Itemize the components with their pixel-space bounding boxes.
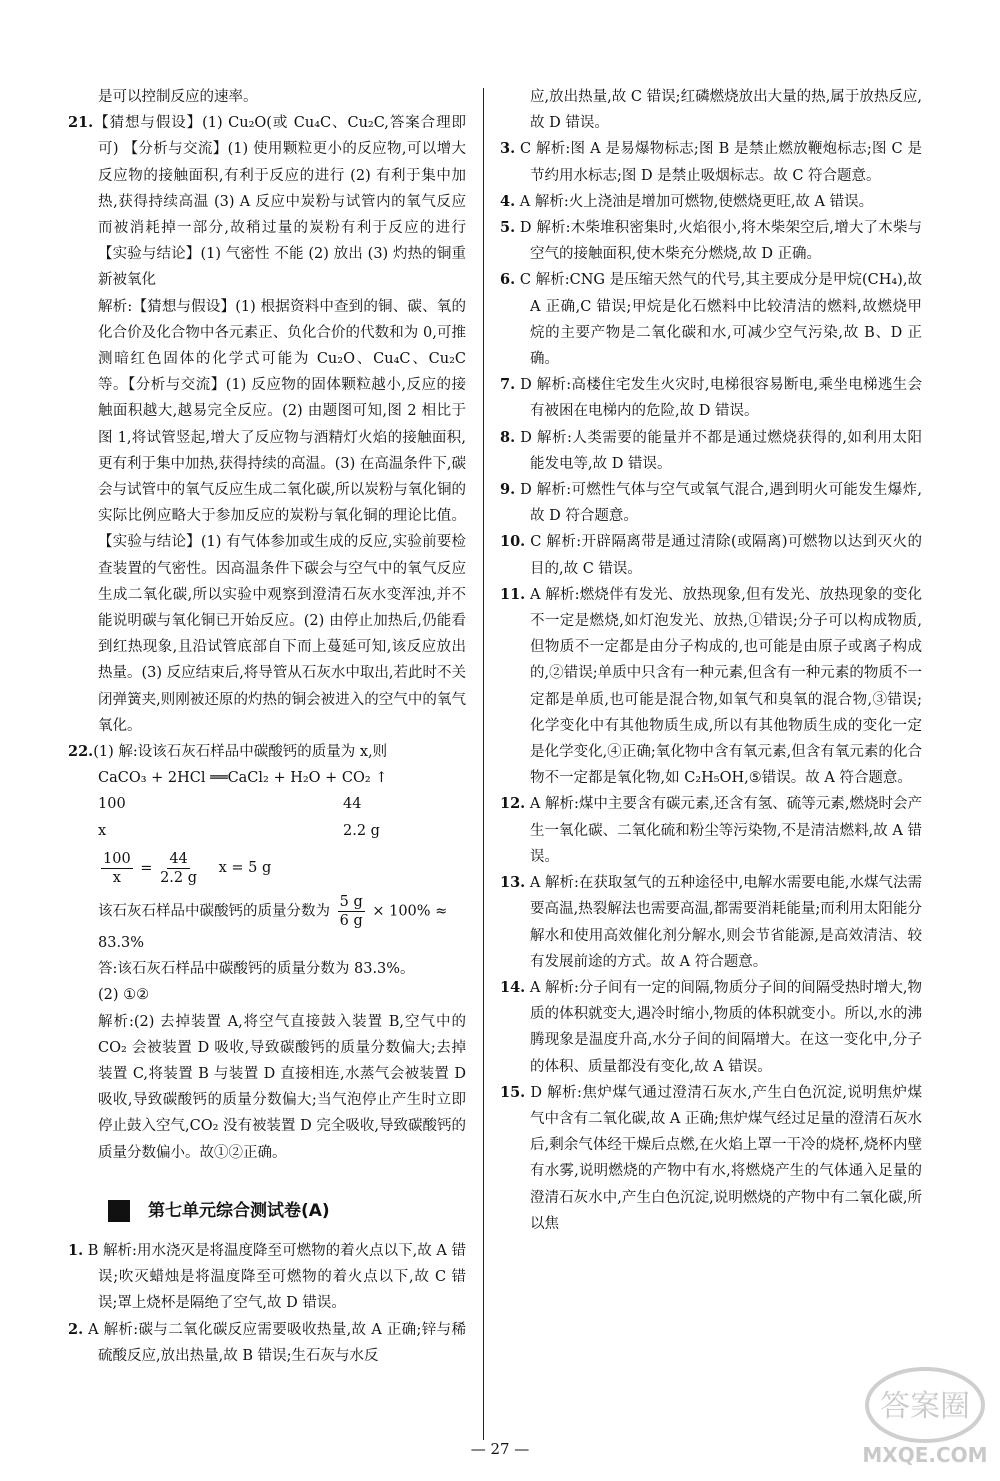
answer-item [500, 267, 922, 372]
answer-item [500, 870, 922, 975]
fraction-2 [160, 850, 197, 887]
fraction-numerator: 44 [169, 850, 188, 867]
analysis-21: 解析:【猜想与假设】(1) 根据资料中查到的铜、碳、氧的化合价及化合物中各元素正、负化合价的代数和为 0,可推测暗红色固体的化学式可能为 Cu₂O、Cu₄C、Cu₂C 等。【分析与交流】(1) 反应物的固体颗粒越小,反应的接触面积越大,越易完全反应。(2) 由题图可知,图 2 相比于图 1,将试管竖起,增大了反应物与酒精灯火焰的接触面积,更有利于集中加热,获得持续的高温。(3) 在高温条件下,碳会与试管中的氧气反应生成二氧化碳,所以炭粉与氧化铜的实际比例应略大于参加反应的炭粉与氧化铜的理论比值。【实验与结论】(1) 有气体参加或生成的反应,实验前要检查装置的气密性。因高温条件下碳会与空气中的氧气反应生成二氧化碳,所以实验中观察到澄清石灰水变浑浊,并不能说明碳与氧化铜已开始反应。(2) 由停止加热后,仍能看到红热现象,且沿试管底部自下而上蔓延可知,该反应放出热量。(3) 反应结束后,将导管从石灰水中取出,若此时不关闭弹簧夹,则刚被还原的灼热的铜会被进入的空气中的氧气氧化。 [98, 298, 466, 734]
answer-number: 7. [500, 376, 516, 394]
answer-text: D 解析:焦炉煤气通过澄清石灰水,产生白色沉淀,说明焦炉煤气中含有二氧化碳,故 A 正确;焦炉煤气经过足量的澄清石灰水后,剩余气体经干燥后点燃,在火焰上罩一干冷的烧杯,烧杯内壁有水雾,说明燃烧的产物中有水,将燃烧产生的气体通入足量的澄清石灰水中,产生白色沉淀,说明燃烧的产物中有二氧化碳,所以焦 [530, 1084, 922, 1232]
answer-number: 1. [68, 1241, 84, 1259]
answer-number: 10. [500, 533, 526, 551]
answer-item [500, 477, 922, 529]
answer-number: 15. [500, 1083, 526, 1101]
answer-text: D 解析:人类需要的能量并不都是通过燃烧获得的,如利用太阳能发电等,故 D 错误。 [520, 429, 923, 472]
equals-sign: = [140, 860, 153, 877]
fraction-3 [338, 893, 365, 930]
answer-number: 2. [68, 1320, 84, 1338]
part-2-answer: (2) ①② [98, 987, 150, 1004]
answer-text: A 解析:火上浇油是增加可燃物,使燃烧更旺,故 A 错误。 [519, 193, 874, 210]
answer-text: A 解析:燃烧伴有发光、放热现象,但有发光、放热现象的变化不一定是燃烧,如灯泡发光、放热,①错误;分子可以构成物质,但物质不一定都是由分子构成的,也可能是由原子或离子构成的,②错误;单质中只含有一种元素,但含有一种元素的物质不一定都是单质,也可能是混合物,如氧气和臭氧的混合物,③错误;化学变化中有其他物质生成,所以有其他物质生成的变化一定是化学变化,④正确;氧化物中含有氧元素,但含有氧元素的化合物不一定都是氧化物,如 C₂H₅OH,⑤错误。故 A 符合题意。 [530, 586, 923, 787]
answer-number: 14. [500, 978, 526, 996]
fraction-denominator: x [112, 869, 121, 886]
answer-item [500, 189, 922, 215]
answer-number: 3. [500, 140, 516, 158]
answer-text: 【猜想与假设】(1) Cu₂O(或 Cu₄C、Cu₂C,答案合理即可) 【分析与交流】(1) 使用颗粒更小的反应物,可以增大反应物的接触面积,有利于反应的进行 (2) 有利于集中加热,获得持续高温 (3) A 反应中炭粉与试管内的氧气反应而被消耗掉一部分,故稍过量的炭粉有利于反应的进行 【实验与结论】(1) 气密性 不能 (2) 放出 (3) 灼热的铜重新被氧化 [93, 115, 466, 289]
answer-item [500, 215, 922, 267]
proportion-line [68, 850, 466, 887]
percent-line [68, 893, 466, 930]
answer-number: 5. [500, 219, 516, 237]
co2-value: 2.2 g [343, 822, 380, 839]
mass-caco3: 100 [98, 796, 126, 813]
answer-text: C 解析:CNG 是压缩天然气的代号,其主要成分是甲烷(CH₄),故 A 正确,C 错误;甲烷是化石燃料中比较清洁的燃料,故燃烧甲烷的主要产物是二氧化碳和水,可减少空气污染,故 B、D 正确。 [519, 272, 923, 368]
percent-text: 该石灰石样品中碳酸钙的质量分数为 [98, 903, 330, 920]
continuation-line: 是可以控制反应的速率。 [98, 89, 258, 105]
answer-text: D 解析:高楼住宅发生火灾时,电梯很容易断电,乘坐电梯逃生会有被困在电梯内的危险,故 D 错误。 [520, 377, 922, 420]
fraction-1 [101, 850, 133, 887]
equation-row-1 [68, 791, 466, 817]
answer-number: 4. [500, 192, 516, 210]
answer-text: A 解析:在获取氢气的五种途径中,电解水需要电能,水煤气法需要高温,热裂解法也需要高温,都需要消耗能量;而利用太阳能分解水和使用高效催化剂分解水,则会节省能源,是高效清洁、较有发展前途的方式。故 A 符合题意。 [529, 875, 923, 970]
watermark-logo [860, 1360, 990, 1470]
answer-22 [68, 739, 466, 765]
answer-2 [68, 1317, 466, 1369]
answer-1 [68, 1238, 466, 1317]
answer-item [500, 136, 922, 188]
answer-statement: 答:该石灰石样品中碳酸钙的质量分数为 83.3%。 [98, 961, 415, 978]
answer-item [500, 975, 922, 1080]
answer-number: 8. [500, 428, 516, 446]
left-column [68, 84, 466, 1369]
answer-text: A 解析:分子间有一定的间隔,物质分子间的间隔受热时增大,物质的体积就变大,遇冷时缩小,物质的体积就变小。所以,水的沸腾现象是温度升高,水分子间的间隔增大。在这一变化中,分子的体积、质量都没有变化,故 A 错误。 [529, 979, 923, 1075]
fraction-numerator: 5 g [339, 893, 363, 910]
percent-value: 83.3% [98, 934, 145, 951]
unknown-x: x [98, 822, 107, 839]
answer-number: 11. [500, 585, 526, 603]
continuation-text: 应,放出热量,故 C 错误;红磷燃烧放出大量的热,属于放热反应,故 D 错误。 [530, 89, 922, 132]
mass-co2: 44 [343, 796, 362, 813]
equation-row-2 [68, 818, 466, 844]
answer-item [500, 425, 922, 477]
black-square-icon [108, 1200, 130, 1222]
answer-item [500, 529, 922, 581]
column-divider [483, 88, 484, 1440]
answer-number: 6. [500, 271, 516, 289]
section-heading [108, 1198, 466, 1224]
answer-21 [68, 110, 466, 293]
answer-text: A 解析:煤中主要含有碳元素,还含有氢、硫等元素,燃烧时会产生一氧化碳、二氧化硫和粉尘等污染物,不是清洁燃料,故 A 错误。 [529, 796, 923, 865]
right-column [500, 84, 922, 1237]
answer-item [500, 372, 922, 424]
fraction-denominator: 6 g [339, 912, 363, 929]
answer-item [500, 1080, 922, 1237]
answer-list [500, 136, 922, 1237]
answer-text: C 解析:图 A 是易爆物标志;图 B 是禁止燃放鞭炮标志;图 C 是节约用水标志;图 D 是禁止吸烟标志。故 C 符合题意。 [520, 141, 923, 184]
answer-intro: (1) 解:设该石灰石样品中碳酸钙的质量为 x,则 [93, 744, 388, 761]
answer-text: A 解析:碳与二氧化碳反应需要吸收热量,故 A 正确;锌与稀硫酸反应,放出热量,故 B 错误;生石灰与水反 [88, 1321, 467, 1364]
section-title: 第七单元综合测试卷(A) [148, 1200, 330, 1221]
answer-text: D 解析:可燃性气体与空气或氧气混合,遇到明火可能发生爆炸,故 D 符合题意。 [520, 482, 922, 525]
answer-number: 22. [68, 743, 94, 761]
answer-item [500, 582, 922, 792]
answer-text: C 解析:开辟隔离带是通过清除(或隔离)可燃物以达到灭火的目的,故 C 错误。 [530, 534, 922, 577]
fraction-numerator: 100 [103, 850, 131, 867]
answer-number: 12. [500, 795, 526, 813]
answer-text: B 解析:用水浇灭是将温度降至可燃物的着火点以下,故 A 错误;吹灭蜡烛是将温度降至可燃物的着火点以下,故 C 错误;罩上烧杯是隔绝了空气,故 D 错误。 [87, 1242, 466, 1312]
answer-number: 21. [68, 114, 94, 132]
watermark-text-bottom: MXQE.COM [862, 1443, 988, 1467]
fraction-denominator: 2.2 g [160, 869, 198, 886]
answer-number: 13. [500, 874, 526, 892]
percent-multiplier: × 100% ≈ [372, 903, 448, 920]
answer-number: 9. [500, 481, 516, 499]
x-result: x = 5 g [218, 860, 272, 877]
answer-item [500, 791, 922, 870]
chemical-equation: CaCO₃ + 2HCl ══CaCl₂ + H₂O + CO₂ ↑ [98, 770, 388, 787]
page-number: — 27 — [470, 1440, 530, 1458]
watermark-text-top: 答案圈 [880, 1389, 970, 1424]
answer-text: D 解析:木柴堆积密集时,火焰很小,将木柴架空后,增大了木柴与空气的接触面积,使木柴充分燃烧,故 D 正确。 [519, 220, 923, 263]
analysis-22: 解析:(2) 去掉装置 A,将空气直接鼓入装置 B,空气中的 CO₂ 会被装置 D 吸收,导致碳酸钙的质量分数偏大;去掉装置 C,将装置 B 与装置 D 直接相连,水蒸气会被装置 D 吸收,导致碳酸钙的质量分数偏大;当气泡停止产生时立即停止鼓入空气,CO₂ 没有被装置 D 完全吸收,导致碳酸钙的质量分数偏小。故①②正确。 [98, 1013, 466, 1161]
